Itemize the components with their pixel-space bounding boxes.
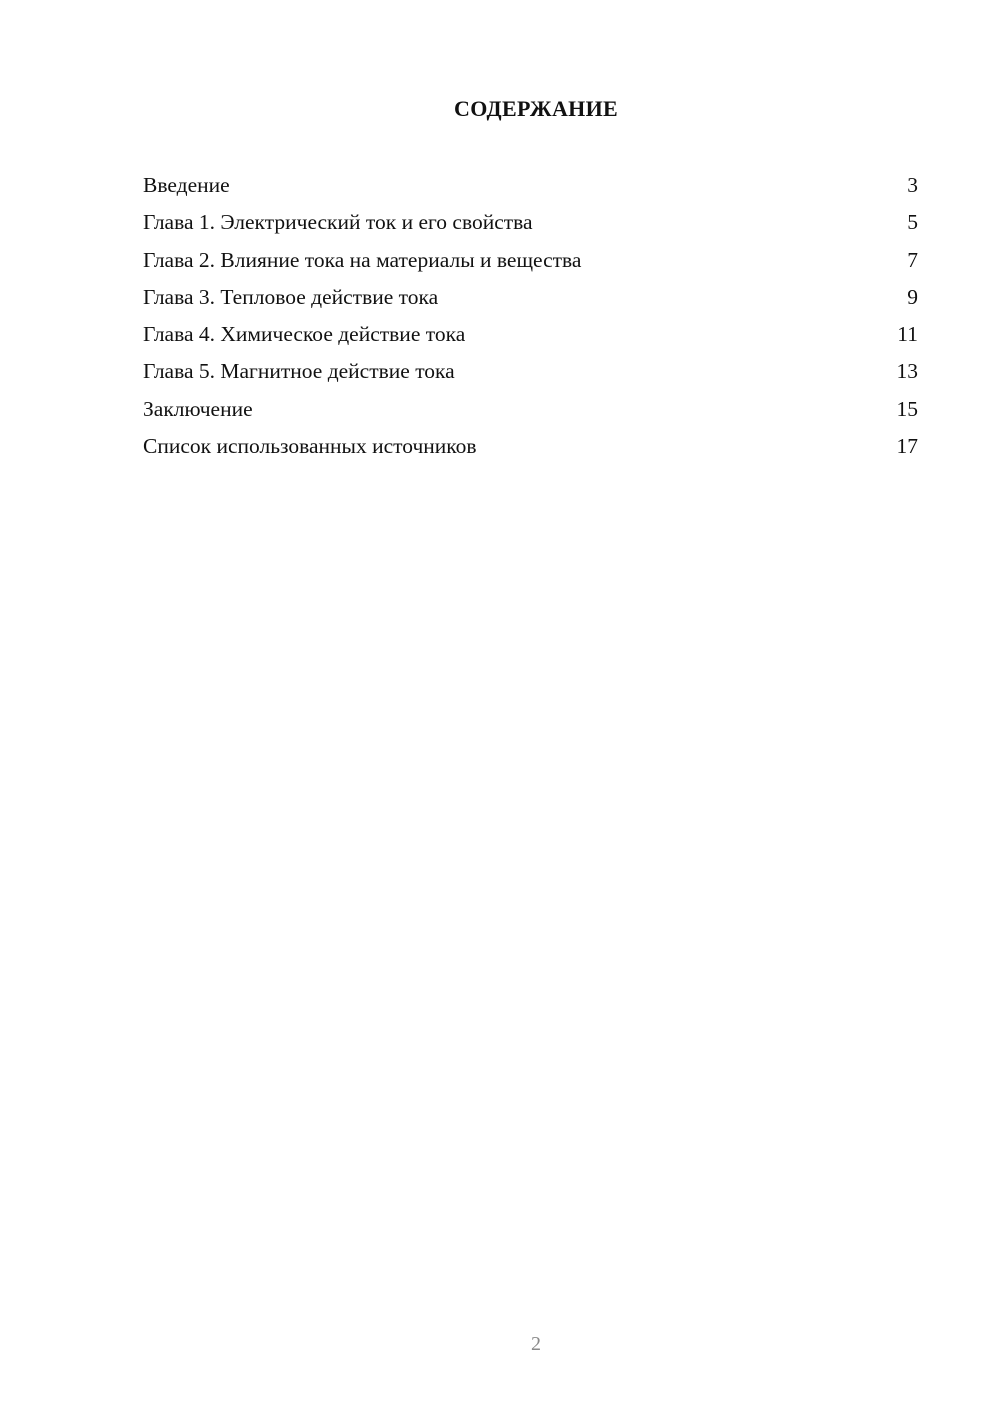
- toc-entry: [143, 431, 918, 468]
- toc-heading: СОДЕРЖАНИЕ: [454, 96, 618, 121]
- toc-entry-page: 11: [897, 322, 918, 347]
- toc-entry-page: 9: [907, 284, 918, 309]
- toc-entry-label: Глава 4. Химическое действие тока: [143, 322, 466, 347]
- toc-entry-label: Глава 1. Электрический ток и его свойства: [143, 210, 533, 235]
- toc-entry: [143, 245, 918, 282]
- toc-entry-label: Список использованных источников: [143, 434, 477, 459]
- toc-entry-page: 5: [907, 210, 918, 235]
- toc-entry-label: Глава 2. Влияние тока на материалы и вещества: [143, 247, 582, 272]
- table-of-contents: [143, 170, 918, 468]
- toc-entry: [143, 319, 918, 356]
- toc-entry-label: Глава 5. Магнитное действие тока: [143, 359, 455, 384]
- toc-entry-label: Глава 3. Тепловое действие тока: [143, 284, 439, 309]
- toc-entry-page: 13: [896, 359, 918, 384]
- toc-entry: [143, 356, 918, 393]
- toc-entry: [143, 282, 918, 319]
- toc-entry-page: 3: [907, 173, 918, 197]
- toc-entry-page: 7: [907, 247, 918, 272]
- page-number: 2: [531, 1333, 541, 1355]
- toc-entry-label: Заключение: [143, 396, 253, 421]
- toc-entry: [143, 394, 918, 431]
- toc-entry-page: 15: [896, 396, 918, 421]
- toc-entry: [143, 170, 918, 207]
- toc-entry: [143, 207, 918, 244]
- toc-entry-page: 17: [896, 434, 918, 459]
- toc-entry-label: Введение: [143, 173, 230, 197]
